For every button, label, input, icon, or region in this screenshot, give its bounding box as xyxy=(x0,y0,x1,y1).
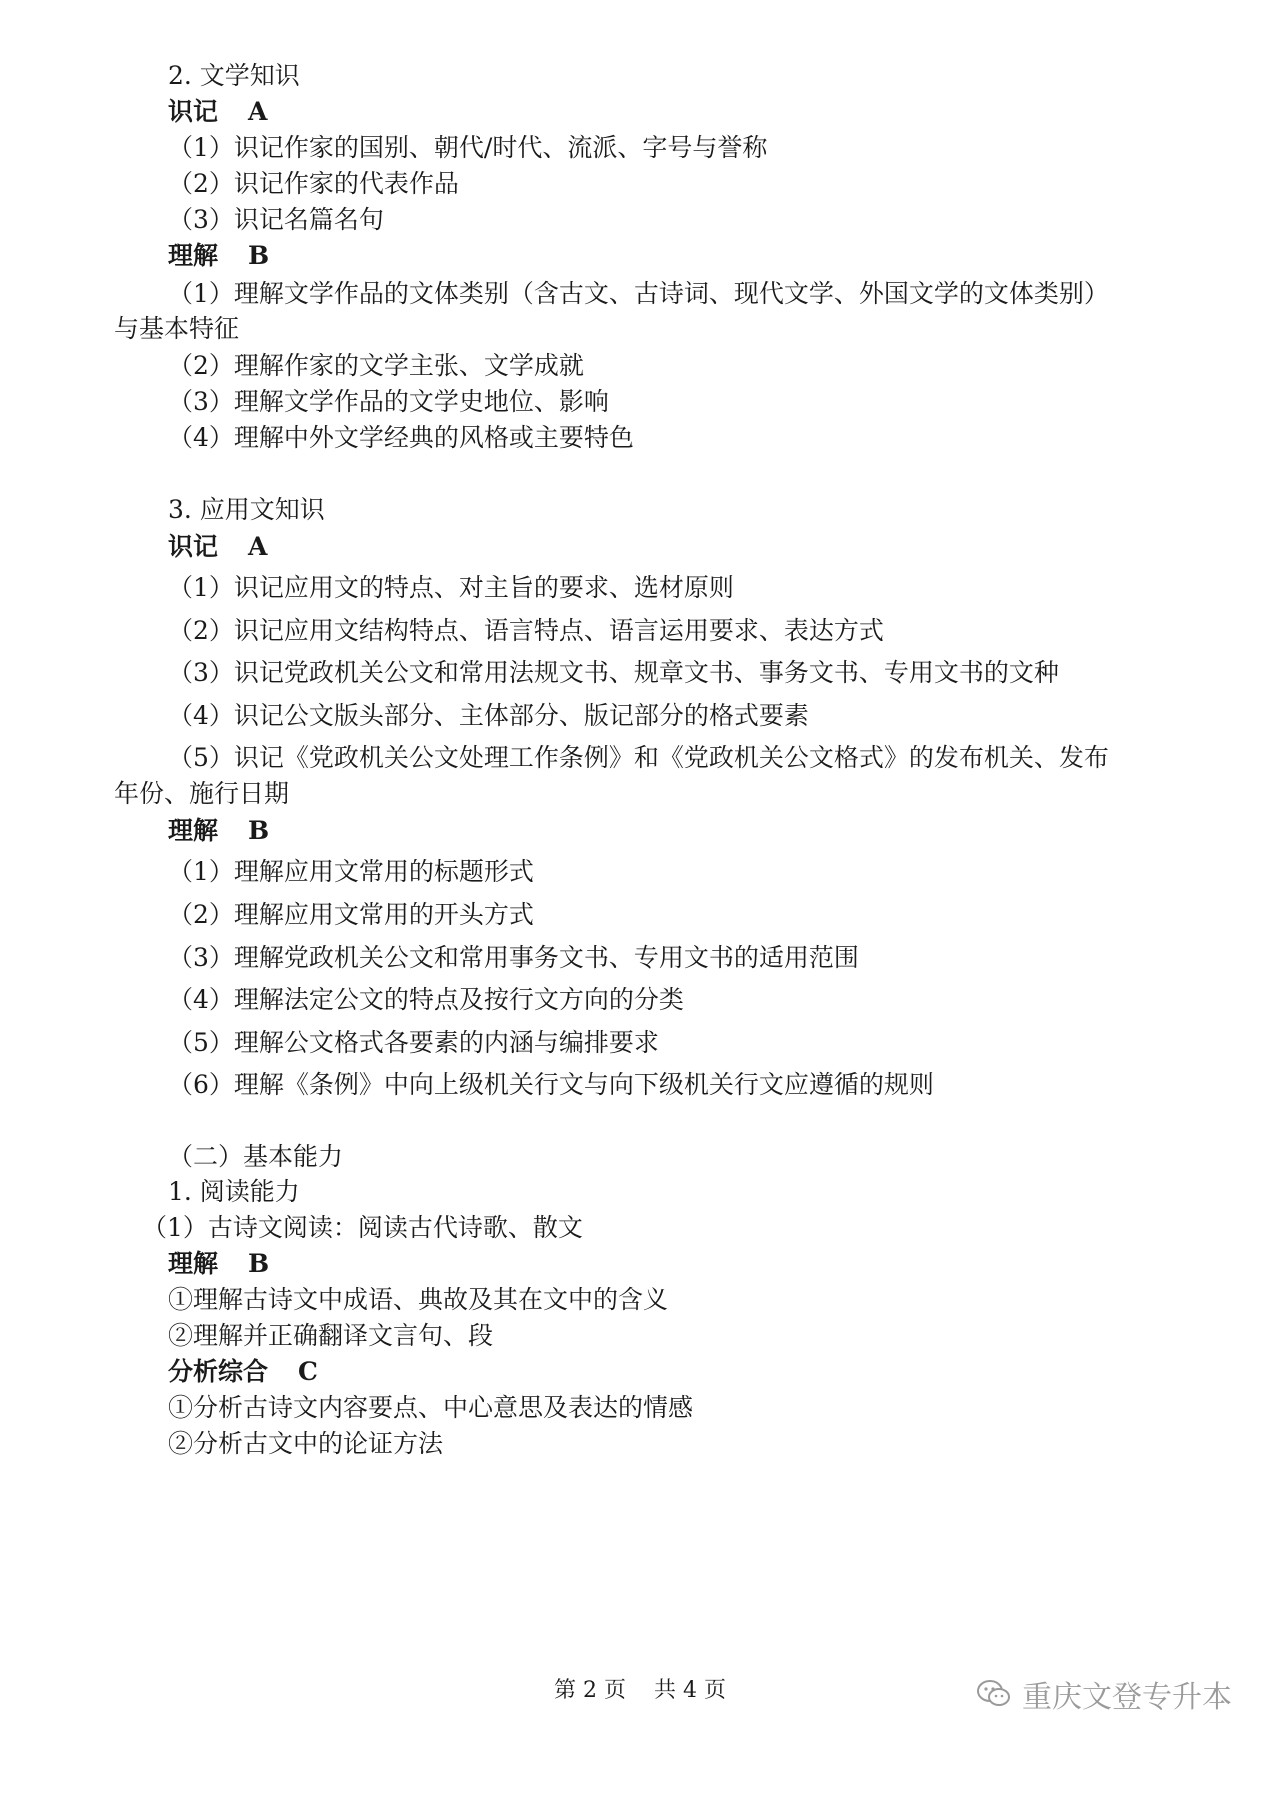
list-item: （1）理解文学作品的文体类别（含古文、古诗词、现代文学、外国文学的文体类别） xyxy=(168,279,1109,308)
level-label: 分析综合 xyxy=(168,1357,269,1386)
list-item: （3）理解文学作品的文学史地位、影响 xyxy=(168,387,609,416)
list-item: ②分析古文中的论证方法 xyxy=(168,1429,444,1458)
list-item: （4）理解法定公文的特点及按行文方向的分类 xyxy=(168,985,684,1014)
level-grade: B xyxy=(248,1249,270,1278)
level-recall-heading xyxy=(168,96,267,128)
list-item: （2）理解作家的文学主张、文学成就 xyxy=(168,351,584,380)
subsection-title-classical: （1）古诗文阅读：阅读古代诗歌、散文 xyxy=(142,1213,583,1242)
list-item: （4）理解中外文学经典的风格或主要特色 xyxy=(168,423,634,452)
list-item: （4）识记公文版头部分、主体部分、版记部分的格式要素 xyxy=(168,701,809,730)
level-label: 识记 xyxy=(168,97,219,126)
list-item: ①分析古诗文内容要点、中心意思及表达的情感 xyxy=(168,1393,694,1422)
list-item: （2）识记作家的代表作品 xyxy=(168,169,459,198)
level-label: 理解 xyxy=(168,1249,219,1278)
level-analysis-heading xyxy=(168,1356,318,1388)
watermark xyxy=(976,1672,1232,1716)
list-item-continuation: 与基本特征 xyxy=(114,314,240,343)
level-label: 识记 xyxy=(168,532,219,561)
watermark-text: 重庆文登专升本 xyxy=(1022,1680,1232,1715)
list-item: （3）识记名篇名句 xyxy=(168,205,384,234)
list-item: ①理解古诗文中成语、典故及其在文中的含义 xyxy=(168,1285,669,1314)
level-grade: B xyxy=(248,816,270,845)
list-item: （2）识记应用文结构特点、语言特点、语言运用要求、表达方式 xyxy=(168,616,884,645)
list-item: （3）理解党政机关公文和常用事务文书、专用文书的适用范围 xyxy=(168,943,859,972)
list-item: （1）理解应用文常用的标题形式 xyxy=(168,857,534,886)
page-total: 共 4 页 xyxy=(654,1678,726,1703)
list-item: （5）理解公文格式各要素的内涵与编排要求 xyxy=(168,1028,659,1057)
level-recall-heading xyxy=(168,531,267,563)
section-title-literature: 2. 文学知识 xyxy=(168,61,300,90)
level-label: 理解 xyxy=(168,816,219,845)
list-item: （5）识记《党政机关公文处理工作条例》和《党政机关公文格式》的发布机关、发布 xyxy=(168,743,1109,772)
level-grade: C xyxy=(298,1357,318,1386)
page-number: 第 2 页 xyxy=(554,1678,626,1703)
level-understand-heading xyxy=(168,815,269,847)
list-item: （3）识记党政机关公文和常用法规文书、规章文书、事务文书、专用文书的文种 xyxy=(168,658,1059,687)
level-understand-heading xyxy=(168,240,269,272)
level-grade: A xyxy=(248,532,268,561)
section-title-basic-ability: （二）基本能力 xyxy=(168,1142,344,1171)
wechat-icon xyxy=(976,1679,1012,1709)
list-item: ②理解并正确翻译文言句、段 xyxy=(168,1321,494,1350)
subsection-title-reading: 1. 阅读能力 xyxy=(168,1177,300,1206)
list-item: （1）识记作家的国别、朝代/时代、流派、字号与誉称 xyxy=(168,133,768,162)
level-grade: B xyxy=(248,241,270,270)
list-item-continuation: 年份、施行日期 xyxy=(114,779,290,808)
level-grade: A xyxy=(248,97,268,126)
section-title-applied: 3. 应用文知识 xyxy=(168,495,325,524)
list-item: （6）理解《条例》中向上级机关行文与向下级机关行文应遵循的规则 xyxy=(168,1070,934,1099)
level-understand-heading xyxy=(168,1248,269,1280)
list-item: （1）识记应用文的特点、对主旨的要求、选材原则 xyxy=(168,573,734,602)
level-label: 理解 xyxy=(168,241,219,270)
list-item: （2）理解应用文常用的开头方式 xyxy=(168,900,534,929)
